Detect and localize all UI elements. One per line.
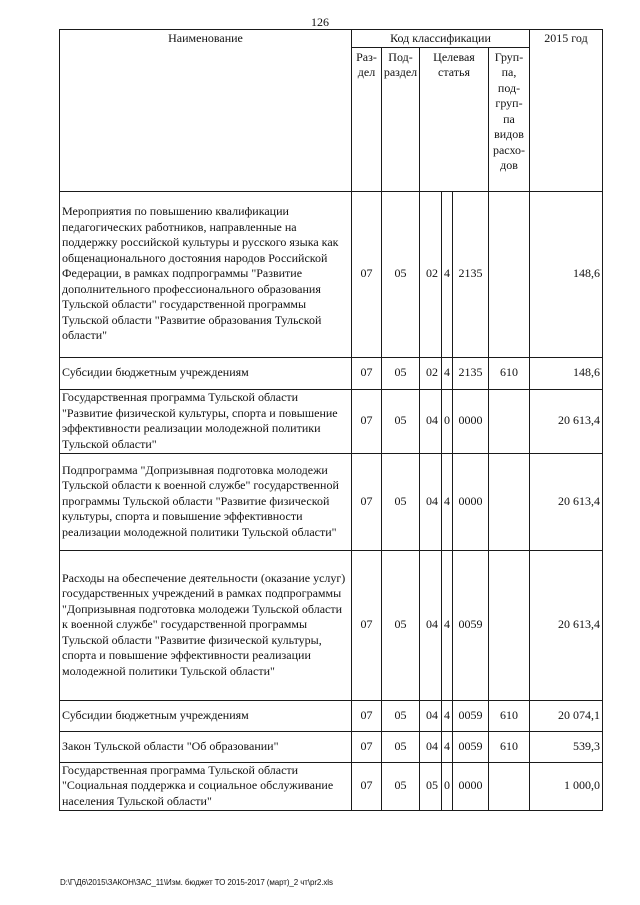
row-target-2: 4 xyxy=(442,731,453,762)
row-target-1: 02 xyxy=(420,191,442,357)
row-target-3: 2135 xyxy=(453,357,489,389)
row-target-1: 02 xyxy=(420,357,442,389)
row-subsection: 05 xyxy=(382,453,420,550)
row-target-3: 0000 xyxy=(453,762,489,810)
header-target-article: Целевая статья xyxy=(420,47,489,191)
row-expense-type xyxy=(489,389,530,453)
header-subsection: Под- раздел xyxy=(382,47,420,191)
row-target-3: 0059 xyxy=(453,550,489,700)
row-target-2: 4 xyxy=(442,357,453,389)
row-target-1: 04 xyxy=(420,453,442,550)
row-subsection: 05 xyxy=(382,700,420,731)
row-subsection: 05 xyxy=(382,357,420,389)
table-row xyxy=(60,357,603,389)
row-subsection: 05 xyxy=(382,762,420,810)
table-row xyxy=(60,550,603,700)
row-name: Субсидии бюджетным учреждениям xyxy=(60,357,352,389)
row-section: 07 xyxy=(352,191,382,357)
row-section: 07 xyxy=(352,731,382,762)
row-expense-type xyxy=(489,453,530,550)
row-amount: 148,6 xyxy=(530,191,603,357)
budget-table xyxy=(59,29,603,811)
row-subsection: 05 xyxy=(382,731,420,762)
row-target-2: 0 xyxy=(442,389,453,453)
table-row xyxy=(60,389,603,453)
page-number: 126 xyxy=(311,15,329,29)
row-name: Подпрограмма "Допризывная подготовка молодежи Тульской области к военной службе" государственной программы Тульской области "Развитие физической культуры, спорта и повышение эффективности реализации молодежной политики Тульской области" xyxy=(60,453,352,550)
row-name: Расходы на обеспечение деятельности (оказание услуг) государственных учреждений в рамках подпрограммы "Допризывная подготовка молодежи Тульской области к военной службе" государственной программы Тульской области "Развитие физической культуры, спорта и повышение эффективности реализации молодежной политики Тульской области" xyxy=(60,550,352,700)
row-section: 07 xyxy=(352,357,382,389)
row-expense-type xyxy=(489,762,530,810)
row-target-3: 0000 xyxy=(453,389,489,453)
row-target-2: 4 xyxy=(442,550,453,700)
row-section: 07 xyxy=(352,762,382,810)
row-target-1: 04 xyxy=(420,700,442,731)
table-row xyxy=(60,700,603,731)
row-target-3: 0000 xyxy=(453,453,489,550)
row-target-3: 2135 xyxy=(453,191,489,357)
row-amount: 148,6 xyxy=(530,357,603,389)
header-name: Наименование xyxy=(60,30,352,192)
row-subsection: 05 xyxy=(382,550,420,700)
row-target-2: 0 xyxy=(442,762,453,810)
table-row xyxy=(60,453,603,550)
row-name: Государственная программа Тульской области "Развитие физической культуры, спорта и повышение эффективности реализации молодежной политики Тульской области" xyxy=(60,389,352,453)
row-amount: 20 613,4 xyxy=(530,550,603,700)
row-amount: 539,3 xyxy=(530,731,603,762)
row-target-2: 4 xyxy=(442,700,453,731)
row-section: 07 xyxy=(352,453,382,550)
row-amount: 20 074,1 xyxy=(530,700,603,731)
row-name: Мероприятия по повышению квалификации педагогических работников, направленные на поддержку российской культуры и русского языка как общенационального достояния народов Российской Федерации, в рамках подпрограммы "Развитие дополнительного профессионального образования Тульской области" государственной программы Тульской области "Развитие образования Тульской области" xyxy=(60,191,352,357)
row-name: Закон Тульской области "Об образовании" xyxy=(60,731,352,762)
header-expense-type: Груп- па, под- груп- па видов расхо- дов xyxy=(489,47,530,191)
row-amount: 20 613,4 xyxy=(530,453,603,550)
row-expense-type xyxy=(489,191,530,357)
header-section: Раз- дел xyxy=(352,47,382,191)
row-name: Субсидии бюджетным учреждениям xyxy=(60,700,352,731)
row-target-1: 04 xyxy=(420,550,442,700)
header-code-group: Код классификации xyxy=(352,30,530,48)
row-target-1: 04 xyxy=(420,389,442,453)
row-target-3: 0059 xyxy=(453,700,489,731)
row-expense-type: 610 xyxy=(489,700,530,731)
row-subsection: 05 xyxy=(382,191,420,357)
row-target-2: 4 xyxy=(442,453,453,550)
header-year: 2015 год xyxy=(530,30,603,192)
row-target-1: 05 xyxy=(420,762,442,810)
row-section: 07 xyxy=(352,700,382,731)
row-section: 07 xyxy=(352,550,382,700)
footer-file-path: D:\Г\Д6\2015\ЗАКОН\ЗАС_11\Изм. бюджет ТО 2015-2017 (март)_2 чт\pr2.xls xyxy=(60,878,333,887)
table-row xyxy=(60,731,603,762)
table-row xyxy=(60,762,603,810)
row-expense-type xyxy=(489,550,530,700)
row-target-1: 04 xyxy=(420,731,442,762)
row-name: Государственная программа Тульской области "Социальная поддержка и социальное обслуживание населения Тульской области" xyxy=(60,762,352,810)
row-amount: 20 613,4 xyxy=(530,389,603,453)
row-subsection: 05 xyxy=(382,389,420,453)
row-expense-type: 610 xyxy=(489,357,530,389)
row-target-3: 0059 xyxy=(453,731,489,762)
table-row xyxy=(60,191,603,357)
row-section: 07 xyxy=(352,389,382,453)
row-target-2: 4 xyxy=(442,191,453,357)
row-amount: 1 000,0 xyxy=(530,762,603,810)
row-expense-type: 610 xyxy=(489,731,530,762)
